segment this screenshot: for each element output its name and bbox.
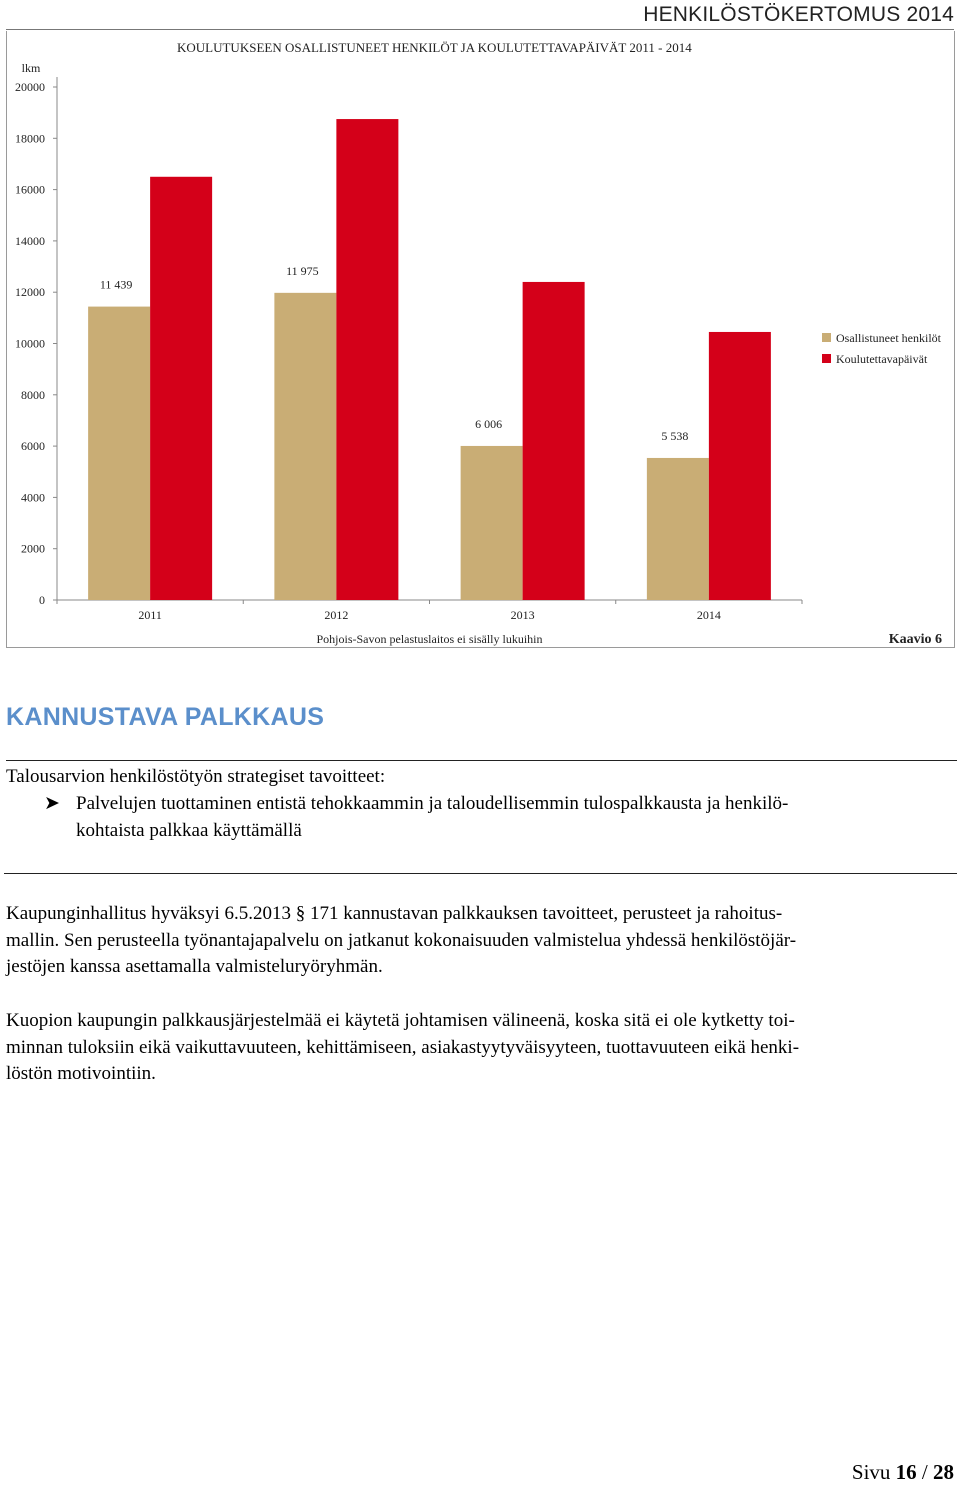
page-current: 16: [895, 1460, 917, 1484]
y-axis-label: lkm: [21, 61, 41, 75]
bar-participants: [88, 307, 150, 600]
y-tick-label: 0: [39, 593, 45, 607]
chart-frame: [6, 31, 955, 648]
y-tick-label: 4000: [21, 490, 45, 505]
bar-participants: [274, 293, 336, 600]
bar-training-days: [150, 177, 212, 600]
bar-training-days: [709, 332, 771, 600]
bar-participants: [461, 446, 523, 600]
bar-participants: [647, 458, 709, 600]
report-header-title: HENKILÖSTÖKERTOMUS 2014: [643, 3, 954, 26]
chart-title: KOULUTUKSEEN OSALLISTUNEET HENKILÖT JA KOULUTETTAVAPÄIVÄT 2011 - 2014: [177, 40, 692, 55]
bar-training-days: [523, 282, 585, 600]
data-label: 6 006: [475, 416, 503, 431]
legend-label: Osallistuneet henkilöt: [836, 331, 941, 345]
paragraph-line: minnan tuloksiin eikä vaikuttavuuteen, kehittämiseen, asiakastyytyväisyyteen, tuottavuuteen eikä henki-: [6, 1036, 800, 1058]
y-tick-label: 12000: [15, 285, 45, 300]
data-label: 5 538: [661, 428, 689, 443]
bullet-text-line: kohtaista palkkaa käyttämällä: [76, 819, 302, 841]
x-tick-label: 2012: [324, 608, 349, 622]
chart-caption: Kaavio 6: [888, 632, 942, 647]
section-divider-top: [6, 760, 957, 761]
bar-chart: [7, 31, 956, 648]
paragraph-line: mallin. Sen perusteella työnantajapalvelu on jatkanut kokonaisuuden valmistelua yhdessä henkilöstöjär-: [6, 929, 797, 951]
y-tick-label: 8000: [21, 387, 45, 402]
x-tick-label: 2013: [510, 608, 535, 622]
y-tick-label: 10000: [15, 336, 45, 351]
chart-note: Pohjois-Savon pelastuslaitos ei sisälly lukuihin: [316, 632, 543, 646]
legend-label: Koulutettavapäivät: [836, 352, 928, 366]
data-label: 11 975: [286, 263, 319, 278]
x-tick-label: 2011: [138, 608, 162, 622]
paragraph-line: jestöjen kanssa asettamalla valmisteluryöryhmän.: [6, 956, 383, 977]
page-separator: /: [921, 1460, 928, 1484]
paragraph-pay-system: [6, 1008, 954, 1088]
y-tick-label: 6000: [21, 439, 45, 454]
y-tick-label: 16000: [15, 182, 45, 197]
section-divider-bottom: [4, 873, 957, 874]
page-prefix: Sivu: [851, 1460, 891, 1484]
section-heading: KANNUSTAVA PALKKAUS: [6, 703, 325, 731]
paragraph-line: löstön motivointiin.: [6, 1063, 156, 1084]
y-tick-label: 20000: [15, 80, 45, 94]
paragraph-line: Kuopion kaupungin palkkausjärjestelmää ei käytetä johtamisen välineenä, koska sitä ei ole kytketty toi-: [6, 1010, 795, 1031]
data-label: 11 439: [99, 277, 133, 292]
y-tick-label: 2000: [21, 541, 45, 556]
page-number: [852, 1460, 954, 1485]
paragraph-approval: [6, 901, 954, 981]
y-tick-label: 18000: [15, 131, 45, 146]
y-tick-label: 14000: [15, 233, 45, 248]
bar-training-days: [336, 119, 398, 600]
x-tick-label: 2014: [696, 608, 721, 622]
header-divider: [6, 29, 954, 30]
legend-swatch: [822, 333, 831, 342]
intro-text: Talousarvion henkilöstötyön strategiset tavoitteet:: [6, 766, 386, 787]
arrow-bullet-icon: ➤: [44, 793, 60, 814]
paragraph-line: Kaupunginhallitus hyväksyi 6.5.2013 § 171 kannustavan palkkauksen tavoitteet, perusteet ja rahoitus-: [6, 903, 783, 924]
legend-swatch: [822, 354, 831, 363]
page-total: 28: [933, 1460, 954, 1484]
bullet-text-line: Palvelujen tuottaminen entistä tehokkaammin ja taloudellisemmin tulospalkkausta ja henkilö-: [76, 793, 789, 814]
